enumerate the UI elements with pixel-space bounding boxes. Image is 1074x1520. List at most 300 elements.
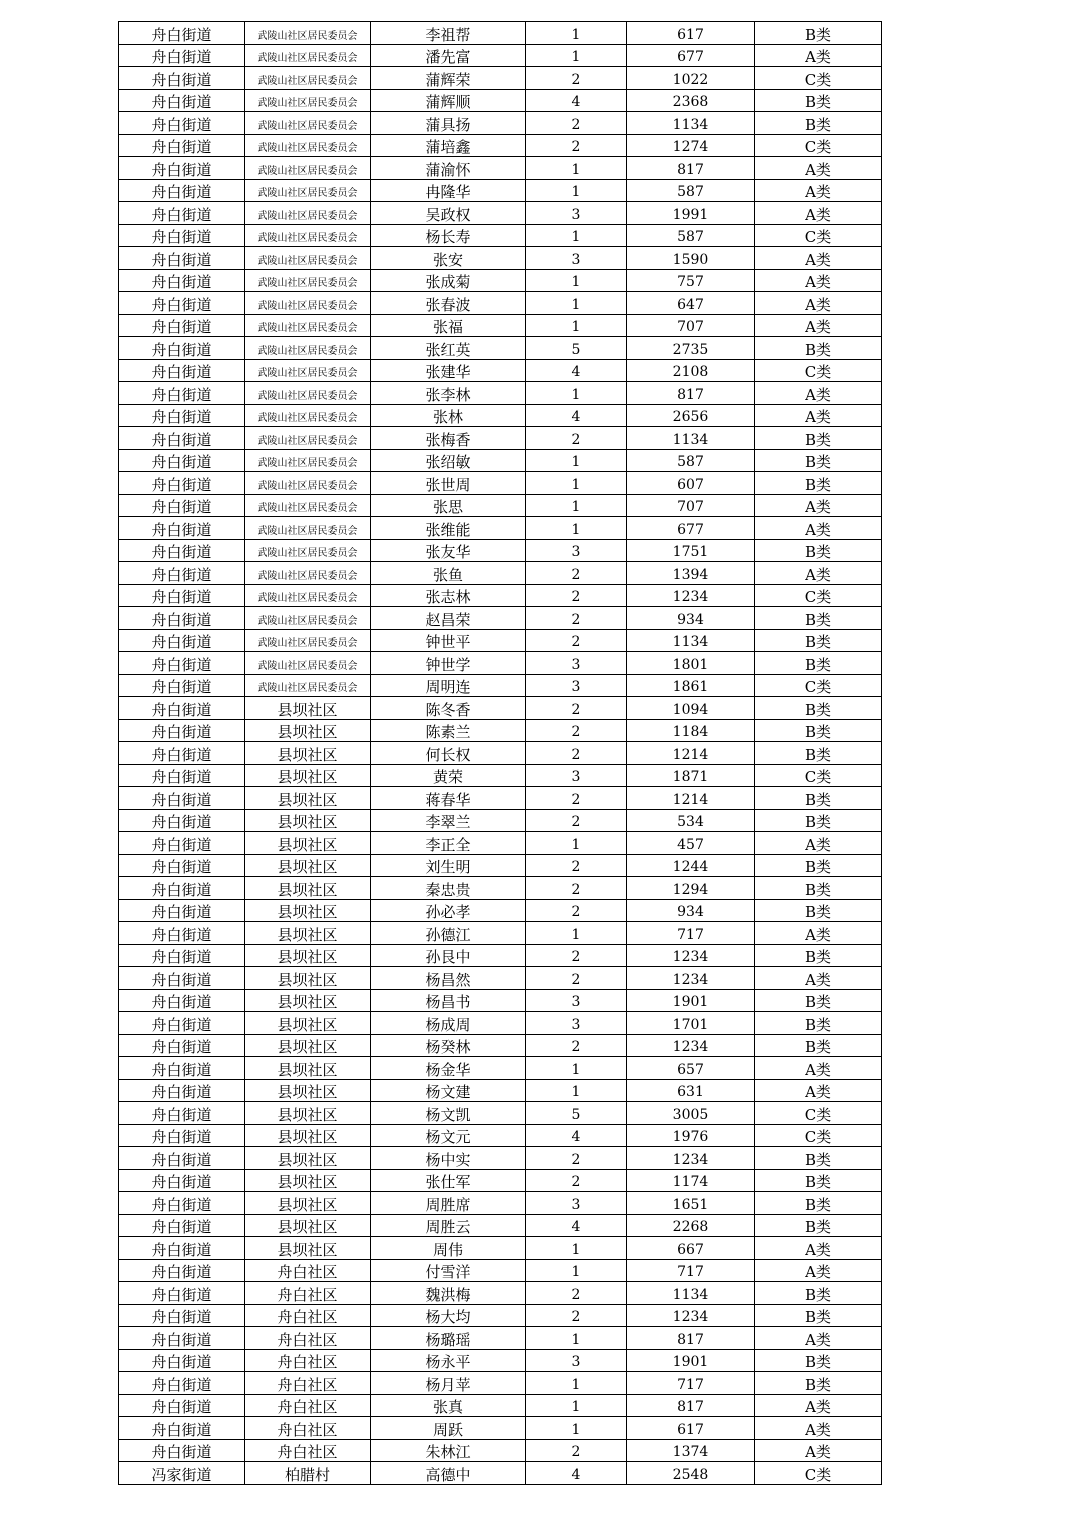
community-cell: 县坝社区 bbox=[245, 967, 371, 990]
table-row bbox=[119, 1259, 882, 1282]
community-cell: 县坝社区 bbox=[245, 1124, 371, 1147]
category-cell: B类 bbox=[755, 899, 882, 922]
amount-cell: 657 bbox=[627, 1057, 755, 1080]
table-row bbox=[119, 539, 882, 562]
community-cell: 县坝社区 bbox=[245, 854, 371, 877]
table-row bbox=[119, 832, 882, 855]
street-cell: 舟白街道 bbox=[119, 89, 245, 112]
street-cell: 舟白街道 bbox=[119, 854, 245, 877]
community-cell: 武陵山社区居民委员会 bbox=[245, 382, 371, 405]
category-cell: B类 bbox=[755, 697, 882, 720]
street-cell: 舟白街道 bbox=[119, 629, 245, 652]
category-cell: B类 bbox=[755, 1012, 882, 1035]
amount-cell: 717 bbox=[627, 1259, 755, 1282]
name-cell: 周明连 bbox=[371, 674, 526, 697]
amount-cell: 1234 bbox=[627, 1034, 755, 1057]
street-cell: 舟白街道 bbox=[119, 922, 245, 945]
category-cell: C类 bbox=[755, 764, 882, 787]
category-cell: A类 bbox=[755, 157, 882, 180]
household-size-cell: 1 bbox=[526, 22, 627, 45]
street-cell: 舟白街道 bbox=[119, 832, 245, 855]
amount-cell: 934 bbox=[627, 607, 755, 630]
household-size-cell: 4 bbox=[526, 1124, 627, 1147]
amount-cell: 2735 bbox=[627, 337, 755, 360]
name-cell: 杨中实 bbox=[371, 1147, 526, 1170]
street-cell: 舟白街道 bbox=[119, 112, 245, 135]
street-cell: 舟白街道 bbox=[119, 1057, 245, 1080]
community-cell: 舟白社区 bbox=[245, 1439, 371, 1462]
street-cell: 舟白街道 bbox=[119, 1034, 245, 1057]
table-row bbox=[119, 292, 882, 315]
name-cell: 张梅香 bbox=[371, 427, 526, 450]
table-row bbox=[119, 22, 882, 45]
household-size-cell: 1 bbox=[526, 157, 627, 180]
household-size-cell: 2 bbox=[526, 562, 627, 585]
household-size-cell: 1 bbox=[526, 1327, 627, 1350]
category-cell: A类 bbox=[755, 1439, 882, 1462]
table-row bbox=[119, 1057, 882, 1080]
amount-cell: 1134 bbox=[627, 112, 755, 135]
household-size-cell: 3 bbox=[526, 989, 627, 1012]
community-cell: 武陵山社区居民委员会 bbox=[245, 404, 371, 427]
category-cell: B类 bbox=[755, 1372, 882, 1395]
community-cell: 武陵山社区居民委员会 bbox=[245, 337, 371, 360]
community-cell: 县坝社区 bbox=[245, 899, 371, 922]
household-size-cell: 1 bbox=[526, 494, 627, 517]
category-cell: A类 bbox=[755, 1327, 882, 1350]
community-cell: 武陵山社区居民委员会 bbox=[245, 517, 371, 540]
amount-cell: 2108 bbox=[627, 359, 755, 382]
amount-cell: 1022 bbox=[627, 67, 755, 90]
amount-cell: 1991 bbox=[627, 202, 755, 225]
street-cell: 舟白街道 bbox=[119, 742, 245, 765]
household-size-cell: 2 bbox=[526, 899, 627, 922]
name-cell: 张世周 bbox=[371, 472, 526, 495]
amount-cell: 631 bbox=[627, 1079, 755, 1102]
household-size-cell: 2 bbox=[526, 1282, 627, 1305]
name-cell: 黄荣 bbox=[371, 764, 526, 787]
table-row bbox=[119, 224, 882, 247]
table-row bbox=[119, 179, 882, 202]
category-cell: B类 bbox=[755, 1304, 882, 1327]
table-row bbox=[119, 112, 882, 135]
category-cell: B类 bbox=[755, 854, 882, 877]
household-size-cell: 3 bbox=[526, 674, 627, 697]
name-cell: 蒲渝怀 bbox=[371, 157, 526, 180]
street-cell: 舟白街道 bbox=[119, 1417, 245, 1440]
street-cell: 舟白街道 bbox=[119, 1439, 245, 1462]
category-cell: B类 bbox=[755, 607, 882, 630]
community-cell: 县坝社区 bbox=[245, 989, 371, 1012]
table-row bbox=[119, 1282, 882, 1305]
street-cell: 舟白街道 bbox=[119, 359, 245, 382]
amount-cell: 1701 bbox=[627, 1012, 755, 1035]
amount-cell: 1901 bbox=[627, 1349, 755, 1372]
category-cell: C类 bbox=[755, 1462, 882, 1485]
amount-cell: 2656 bbox=[627, 404, 755, 427]
street-cell: 舟白街道 bbox=[119, 1214, 245, 1237]
community-cell: 武陵山社区居民委员会 bbox=[245, 584, 371, 607]
table-body bbox=[119, 22, 882, 1485]
community-cell: 武陵山社区居民委员会 bbox=[245, 89, 371, 112]
street-cell: 舟白街道 bbox=[119, 247, 245, 270]
name-cell: 蒲辉荣 bbox=[371, 67, 526, 90]
household-size-cell: 4 bbox=[526, 89, 627, 112]
table-row bbox=[119, 337, 882, 360]
category-cell: A类 bbox=[755, 494, 882, 517]
amount-cell: 1214 bbox=[627, 787, 755, 810]
name-cell: 潘先富 bbox=[371, 44, 526, 67]
category-cell: A类 bbox=[755, 44, 882, 67]
household-size-cell: 2 bbox=[526, 67, 627, 90]
community-cell: 武陵山社区居民委员会 bbox=[245, 224, 371, 247]
community-cell: 武陵山社区居民委员会 bbox=[245, 494, 371, 517]
category-cell: B类 bbox=[755, 1192, 882, 1215]
amount-cell: 1234 bbox=[627, 944, 755, 967]
amount-cell: 1214 bbox=[627, 742, 755, 765]
name-cell: 冉隆华 bbox=[371, 179, 526, 202]
name-cell: 秦忠贵 bbox=[371, 877, 526, 900]
household-size-cell: 2 bbox=[526, 607, 627, 630]
street-cell: 舟白街道 bbox=[119, 517, 245, 540]
table-row bbox=[119, 809, 882, 832]
table-row bbox=[119, 967, 882, 990]
table-row bbox=[119, 719, 882, 742]
name-cell: 杨文凯 bbox=[371, 1102, 526, 1125]
table-row bbox=[119, 1417, 882, 1440]
amount-cell: 1751 bbox=[627, 539, 755, 562]
table-row bbox=[119, 1012, 882, 1035]
household-size-cell: 3 bbox=[526, 652, 627, 675]
table-row bbox=[119, 1237, 882, 1260]
name-cell: 周跃 bbox=[371, 1417, 526, 1440]
table-row bbox=[119, 89, 882, 112]
community-cell: 武陵山社区居民委员会 bbox=[245, 359, 371, 382]
category-cell: B类 bbox=[755, 787, 882, 810]
name-cell: 李翠兰 bbox=[371, 809, 526, 832]
community-cell: 舟白社区 bbox=[245, 1282, 371, 1305]
name-cell: 蒲具扬 bbox=[371, 112, 526, 135]
name-cell: 张李林 bbox=[371, 382, 526, 405]
table-row bbox=[119, 359, 882, 382]
category-cell: A类 bbox=[755, 1259, 882, 1282]
name-cell: 张福 bbox=[371, 314, 526, 337]
table-row bbox=[119, 472, 882, 495]
street-cell: 舟白街道 bbox=[119, 607, 245, 630]
amount-cell: 1871 bbox=[627, 764, 755, 787]
amount-cell: 717 bbox=[627, 1372, 755, 1395]
name-cell: 朱林江 bbox=[371, 1439, 526, 1462]
table-row bbox=[119, 1192, 882, 1215]
category-cell: B类 bbox=[755, 742, 882, 765]
category-cell: A类 bbox=[755, 179, 882, 202]
street-cell: 舟白街道 bbox=[119, 292, 245, 315]
street-cell: 舟白街道 bbox=[119, 1237, 245, 1260]
amount-cell: 1094 bbox=[627, 697, 755, 720]
category-cell: B类 bbox=[755, 989, 882, 1012]
table-row bbox=[119, 899, 882, 922]
name-cell: 张友华 bbox=[371, 539, 526, 562]
community-cell: 舟白社区 bbox=[245, 1327, 371, 1350]
street-cell: 舟白街道 bbox=[119, 179, 245, 202]
table-row bbox=[119, 629, 882, 652]
category-cell: C类 bbox=[755, 224, 882, 247]
name-cell: 张安 bbox=[371, 247, 526, 270]
household-size-cell: 2 bbox=[526, 1439, 627, 1462]
category-cell: B类 bbox=[755, 809, 882, 832]
household-size-cell: 2 bbox=[526, 719, 627, 742]
amount-cell: 1374 bbox=[627, 1439, 755, 1462]
table-row bbox=[119, 854, 882, 877]
name-cell: 何长权 bbox=[371, 742, 526, 765]
category-cell: C类 bbox=[755, 584, 882, 607]
household-size-cell: 1 bbox=[526, 472, 627, 495]
name-cell: 钟世平 bbox=[371, 629, 526, 652]
amount-cell: 1274 bbox=[627, 134, 755, 157]
table-row bbox=[119, 1147, 882, 1170]
community-cell: 武陵山社区居民委员会 bbox=[245, 202, 371, 225]
name-cell: 杨璐瑶 bbox=[371, 1327, 526, 1350]
community-cell: 县坝社区 bbox=[245, 697, 371, 720]
table-row bbox=[119, 517, 882, 540]
household-size-cell: 1 bbox=[526, 449, 627, 472]
table-row bbox=[119, 1102, 882, 1125]
street-cell: 舟白街道 bbox=[119, 1259, 245, 1282]
name-cell: 杨大均 bbox=[371, 1304, 526, 1327]
community-cell: 舟白社区 bbox=[245, 1417, 371, 1440]
street-cell: 舟白街道 bbox=[119, 22, 245, 45]
amount-cell: 607 bbox=[627, 472, 755, 495]
table-row bbox=[119, 697, 882, 720]
household-size-cell: 3 bbox=[526, 202, 627, 225]
community-cell: 舟白社区 bbox=[245, 1394, 371, 1417]
street-cell: 舟白街道 bbox=[119, 899, 245, 922]
category-cell: A类 bbox=[755, 1057, 882, 1080]
category-cell: C类 bbox=[755, 134, 882, 157]
household-table bbox=[118, 21, 882, 1485]
household-size-cell: 3 bbox=[526, 764, 627, 787]
household-size-cell: 2 bbox=[526, 134, 627, 157]
community-cell: 县坝社区 bbox=[245, 1079, 371, 1102]
name-cell: 孙艮中 bbox=[371, 944, 526, 967]
category-cell: A类 bbox=[755, 269, 882, 292]
community-cell: 柏腊村 bbox=[245, 1462, 371, 1485]
name-cell: 孙必孝 bbox=[371, 899, 526, 922]
street-cell: 舟白街道 bbox=[119, 652, 245, 675]
household-size-cell: 1 bbox=[526, 1372, 627, 1395]
community-cell: 武陵山社区居民委员会 bbox=[245, 112, 371, 135]
street-cell: 舟白街道 bbox=[119, 584, 245, 607]
name-cell: 蒋春华 bbox=[371, 787, 526, 810]
amount-cell: 1651 bbox=[627, 1192, 755, 1215]
community-cell: 武陵山社区居民委员会 bbox=[245, 449, 371, 472]
household-size-cell: 1 bbox=[526, 44, 627, 67]
amount-cell: 587 bbox=[627, 224, 755, 247]
category-cell: B类 bbox=[755, 652, 882, 675]
amount-cell: 1134 bbox=[627, 629, 755, 652]
household-size-cell: 2 bbox=[526, 967, 627, 990]
street-cell: 舟白街道 bbox=[119, 1079, 245, 1102]
street-cell: 舟白街道 bbox=[119, 944, 245, 967]
street-cell: 舟白街道 bbox=[119, 224, 245, 247]
household-size-cell: 2 bbox=[526, 944, 627, 967]
household-size-cell: 3 bbox=[526, 1192, 627, 1215]
name-cell: 钟世学 bbox=[371, 652, 526, 675]
table-row bbox=[119, 1169, 882, 1192]
name-cell: 陈冬香 bbox=[371, 697, 526, 720]
table-row bbox=[119, 449, 882, 472]
category-cell: C类 bbox=[755, 1124, 882, 1147]
table-row bbox=[119, 382, 882, 405]
amount-cell: 817 bbox=[627, 1394, 755, 1417]
street-cell: 舟白街道 bbox=[119, 157, 245, 180]
amount-cell: 1174 bbox=[627, 1169, 755, 1192]
table-row bbox=[119, 1214, 882, 1237]
category-cell: A类 bbox=[755, 1079, 882, 1102]
community-cell: 武陵山社区居民委员会 bbox=[245, 44, 371, 67]
category-cell: C类 bbox=[755, 67, 882, 90]
household-size-cell: 2 bbox=[526, 787, 627, 810]
category-cell: B类 bbox=[755, 719, 882, 742]
amount-cell: 587 bbox=[627, 179, 755, 202]
category-cell: A类 bbox=[755, 1394, 882, 1417]
household-size-cell: 1 bbox=[526, 224, 627, 247]
street-cell: 舟白街道 bbox=[119, 494, 245, 517]
name-cell: 赵昌荣 bbox=[371, 607, 526, 630]
name-cell: 高德中 bbox=[371, 1462, 526, 1485]
table-row bbox=[119, 1124, 882, 1147]
category-cell: B类 bbox=[755, 472, 882, 495]
household-size-cell: 2 bbox=[526, 1169, 627, 1192]
table-row bbox=[119, 787, 882, 810]
household-size-cell: 1 bbox=[526, 1057, 627, 1080]
street-cell: 舟白街道 bbox=[119, 877, 245, 900]
name-cell: 刘生明 bbox=[371, 854, 526, 877]
amount-cell: 1234 bbox=[627, 584, 755, 607]
household-size-cell: 2 bbox=[526, 877, 627, 900]
category-cell: A类 bbox=[755, 922, 882, 945]
household-size-cell: 2 bbox=[526, 742, 627, 765]
street-cell: 舟白街道 bbox=[119, 67, 245, 90]
street-cell: 舟白街道 bbox=[119, 1282, 245, 1305]
community-cell: 县坝社区 bbox=[245, 787, 371, 810]
street-cell: 舟白街道 bbox=[119, 1169, 245, 1192]
amount-cell: 1294 bbox=[627, 877, 755, 900]
household-size-cell: 2 bbox=[526, 427, 627, 450]
community-cell: 武陵山社区居民委员会 bbox=[245, 269, 371, 292]
community-cell: 舟白社区 bbox=[245, 1349, 371, 1372]
street-cell: 舟白街道 bbox=[119, 1349, 245, 1372]
street-cell: 舟白街道 bbox=[119, 1147, 245, 1170]
table-row bbox=[119, 314, 882, 337]
category-cell: A类 bbox=[755, 517, 882, 540]
table-row bbox=[119, 1034, 882, 1057]
table-row bbox=[119, 1079, 882, 1102]
amount-cell: 1244 bbox=[627, 854, 755, 877]
community-cell: 武陵山社区居民委员会 bbox=[245, 157, 371, 180]
name-cell: 杨成周 bbox=[371, 1012, 526, 1035]
category-cell: A类 bbox=[755, 202, 882, 225]
amount-cell: 817 bbox=[627, 157, 755, 180]
household-size-cell: 4 bbox=[526, 1214, 627, 1237]
amount-cell: 457 bbox=[627, 832, 755, 855]
community-cell: 武陵山社区居民委员会 bbox=[245, 674, 371, 697]
street-cell: 舟白街道 bbox=[119, 382, 245, 405]
amount-cell: 707 bbox=[627, 494, 755, 517]
community-cell: 县坝社区 bbox=[245, 764, 371, 787]
name-cell: 杨文建 bbox=[371, 1079, 526, 1102]
amount-cell: 717 bbox=[627, 922, 755, 945]
household-size-cell: 1 bbox=[526, 832, 627, 855]
amount-cell: 1134 bbox=[627, 1282, 755, 1305]
name-cell: 杨月苹 bbox=[371, 1372, 526, 1395]
household-size-cell: 1 bbox=[526, 1394, 627, 1417]
household-size-cell: 1 bbox=[526, 517, 627, 540]
name-cell: 张思 bbox=[371, 494, 526, 517]
community-cell: 县坝社区 bbox=[245, 742, 371, 765]
street-cell: 舟白街道 bbox=[119, 449, 245, 472]
street-cell: 舟白街道 bbox=[119, 1304, 245, 1327]
household-size-cell: 2 bbox=[526, 854, 627, 877]
table-row bbox=[119, 1304, 882, 1327]
category-cell: A类 bbox=[755, 562, 882, 585]
street-cell: 舟白街道 bbox=[119, 404, 245, 427]
category-cell: B类 bbox=[755, 337, 882, 360]
name-cell: 杨永平 bbox=[371, 1349, 526, 1372]
category-cell: A类 bbox=[755, 967, 882, 990]
household-size-cell: 5 bbox=[526, 337, 627, 360]
household-size-cell: 2 bbox=[526, 629, 627, 652]
community-cell: 县坝社区 bbox=[245, 877, 371, 900]
table-row bbox=[119, 44, 882, 67]
category-cell: C类 bbox=[755, 674, 882, 697]
category-cell: A类 bbox=[755, 404, 882, 427]
table-row bbox=[119, 1462, 882, 1485]
household-size-cell: 2 bbox=[526, 697, 627, 720]
amount-cell: 707 bbox=[627, 314, 755, 337]
community-cell: 武陵山社区居民委员会 bbox=[245, 292, 371, 315]
name-cell: 杨癸林 bbox=[371, 1034, 526, 1057]
table-row bbox=[119, 1349, 882, 1372]
name-cell: 杨金华 bbox=[371, 1057, 526, 1080]
category-cell: B类 bbox=[755, 877, 882, 900]
community-cell: 舟白社区 bbox=[245, 1372, 371, 1395]
table-row bbox=[119, 1439, 882, 1462]
category-cell: B类 bbox=[755, 427, 882, 450]
street-cell: 舟白街道 bbox=[119, 1012, 245, 1035]
amount-cell: 1861 bbox=[627, 674, 755, 697]
community-cell: 武陵山社区居民委员会 bbox=[245, 247, 371, 270]
household-size-cell: 4 bbox=[526, 404, 627, 427]
category-cell: B类 bbox=[755, 449, 882, 472]
table-row bbox=[119, 247, 882, 270]
household-size-cell: 3 bbox=[526, 247, 627, 270]
household-size-cell: 1 bbox=[526, 382, 627, 405]
name-cell: 张绍敏 bbox=[371, 449, 526, 472]
community-cell: 舟白社区 bbox=[245, 1304, 371, 1327]
street-cell: 舟白街道 bbox=[119, 427, 245, 450]
street-cell: 舟白街道 bbox=[119, 539, 245, 562]
category-cell: B类 bbox=[755, 89, 882, 112]
street-cell: 舟白街道 bbox=[119, 1124, 245, 1147]
table-row bbox=[119, 427, 882, 450]
community-cell: 县坝社区 bbox=[245, 1034, 371, 1057]
community-cell: 县坝社区 bbox=[245, 1192, 371, 1215]
name-cell: 杨长寿 bbox=[371, 224, 526, 247]
name-cell: 杨文元 bbox=[371, 1124, 526, 1147]
household-size-cell: 1 bbox=[526, 1417, 627, 1440]
name-cell: 张鱼 bbox=[371, 562, 526, 585]
